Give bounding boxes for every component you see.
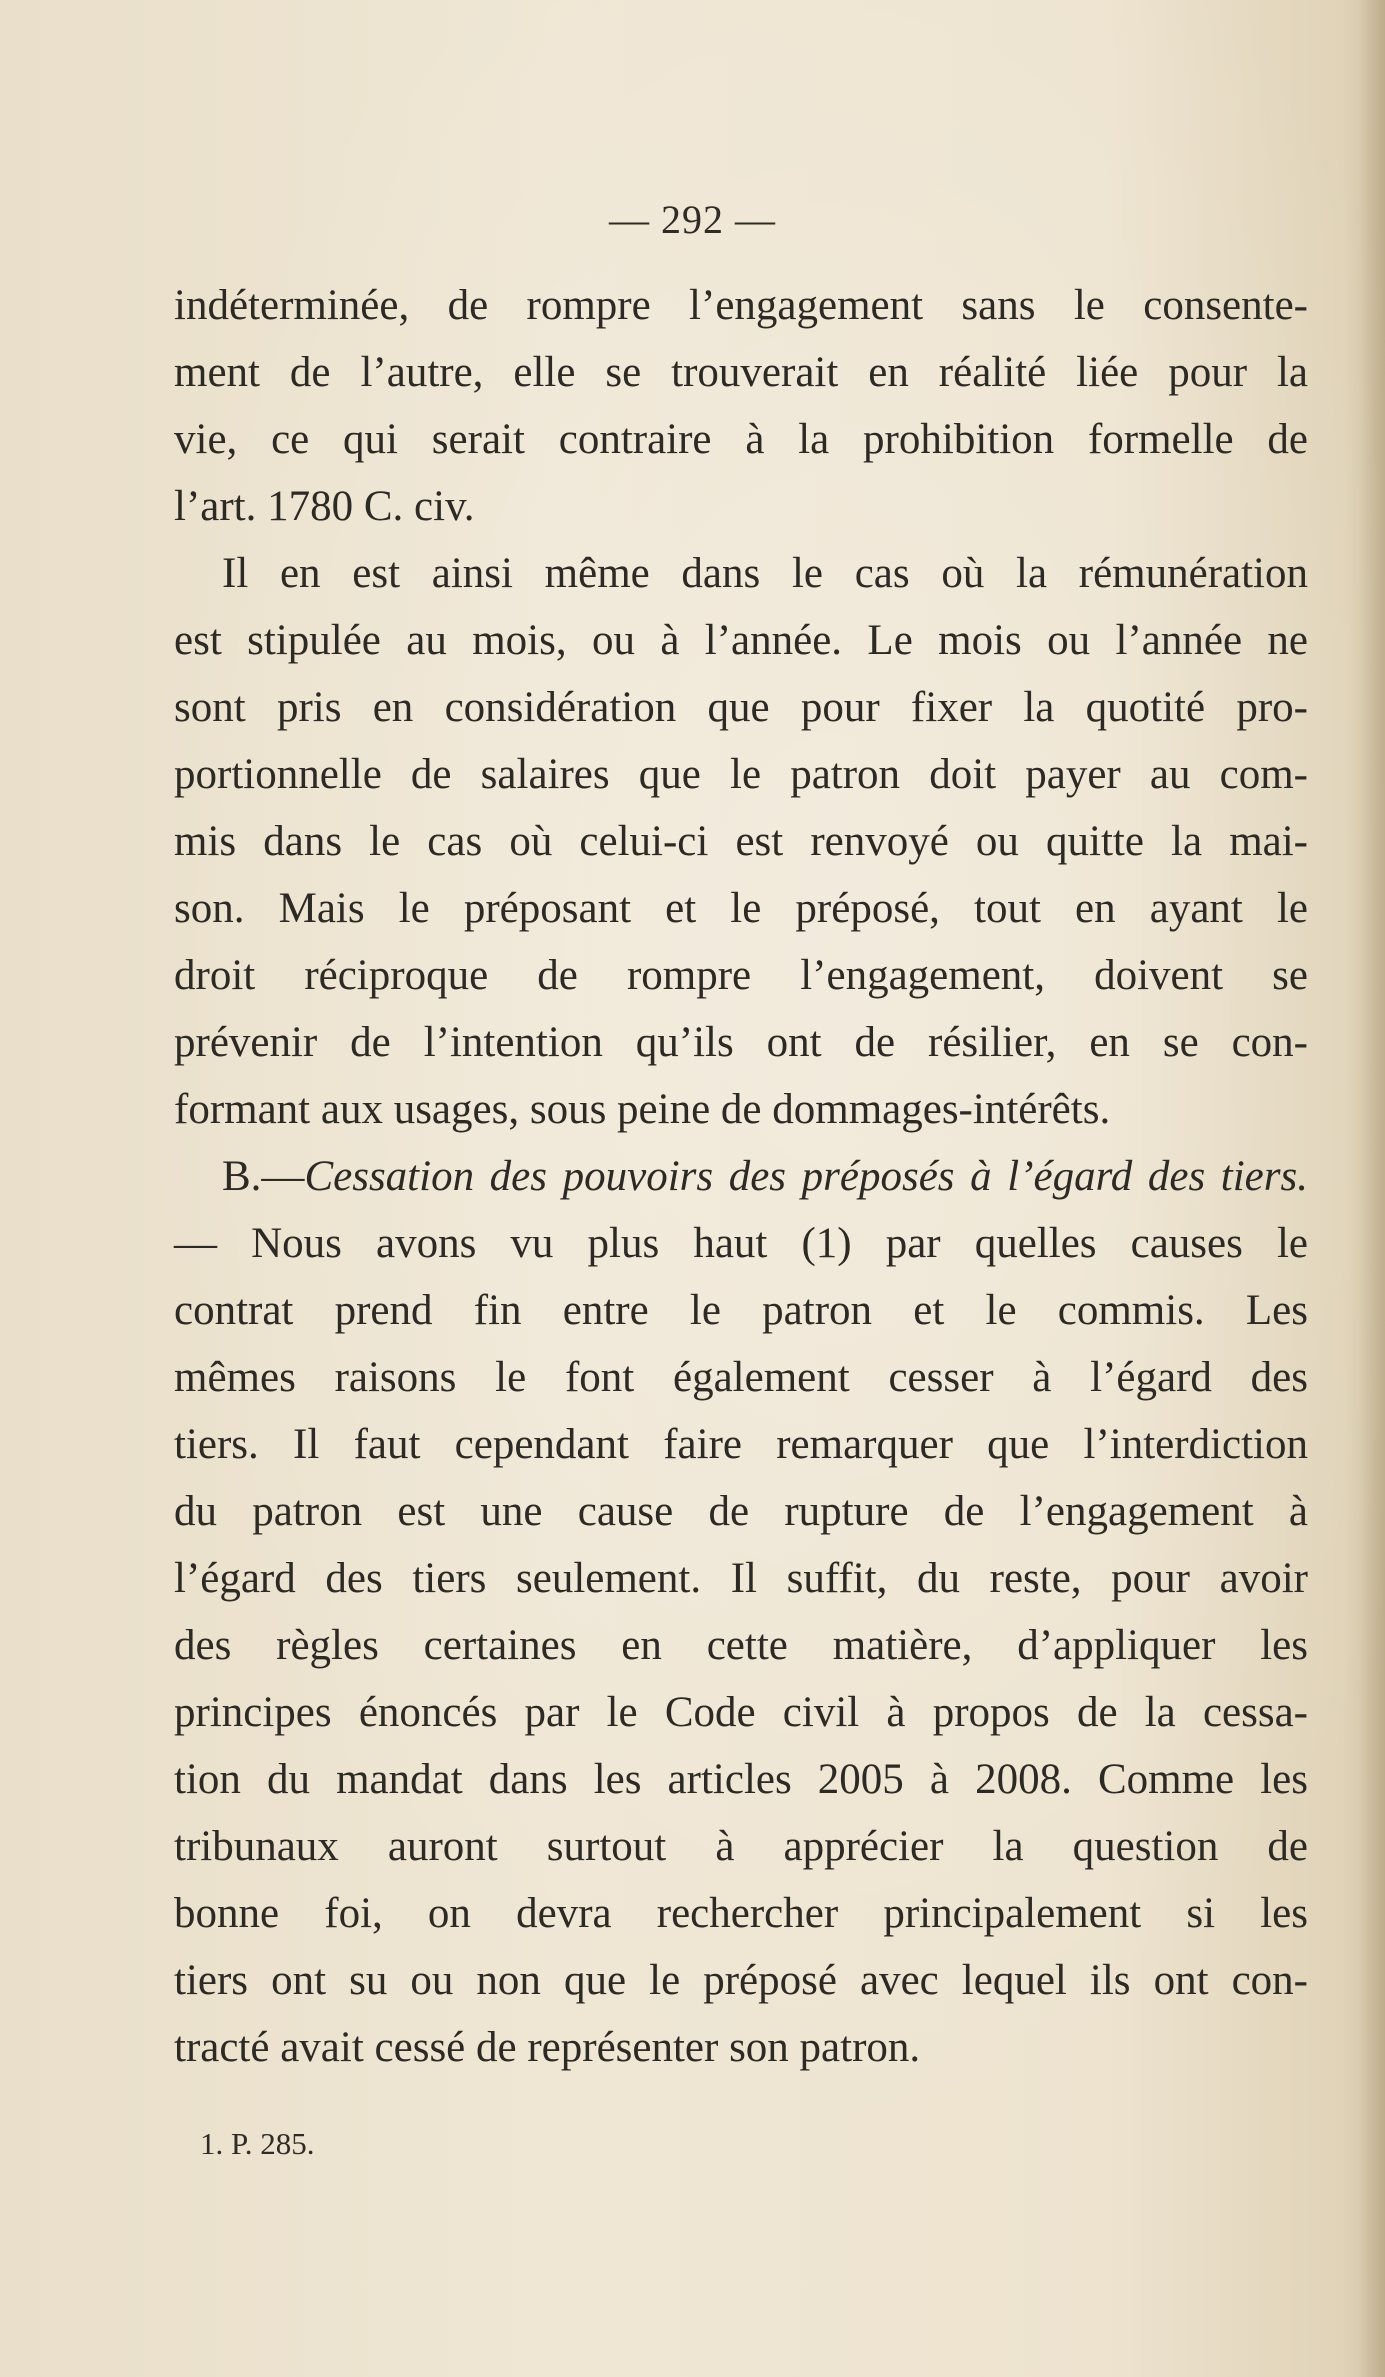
text-line: prévenir de l’intention qu’ils ont de résilier, en se con- — [174, 1019, 1308, 1066]
text-line: tracté avait cessé de représenter son patron. — [174, 2024, 921, 2071]
text-line: droit réciproque de rompre l’engagement, doivent se — [174, 952, 1308, 999]
text-line: — Nous avons vu plus haut (1) par quelles causes le — [174, 1220, 1308, 1267]
text-line: des règles certaines en cette matière, d’appliquer les — [174, 1622, 1308, 1669]
text-line: l’art. 1780 C. civ. — [174, 483, 475, 530]
page-edge-shadow — [1359, 0, 1385, 2377]
section-heading — [174, 1143, 1308, 1210]
section-heading-title: Cessation des pouvoirs des préposés à l’égard des tiers. — [304, 1153, 1308, 1200]
text-line: portionnelle de salaires que le patron doit payer au com- — [174, 751, 1308, 798]
text-line: tion du mandat dans les articles 2005 à 2008. Comme les — [174, 1756, 1308, 1803]
text-line: contrat prend fin entre le patron et le commis. Les — [174, 1287, 1308, 1334]
text-line: sont pris en considération que pour fixer la quotité pro- — [174, 684, 1308, 731]
text-line: Il en est ainsi même dans le cas où la rémunération — [222, 550, 1308, 597]
text-line: son. Mais le préposant et le préposé, tout en ayant le — [174, 885, 1308, 932]
text-line: ment de l’autre, elle se trouverait en réalité liée pour la — [174, 349, 1308, 396]
text-line: mis dans le cas où celui-ci est renvoyé ou quitte la mai- — [174, 818, 1308, 865]
text-line: tribunaux auront surtout à apprécier la question de — [174, 1823, 1308, 1870]
text-line: formant aux usages, sous peine de dommages-intérêts. — [174, 1086, 1111, 1133]
text-line: principes énoncés par le Code civil à propos de la cessa- — [174, 1689, 1308, 1736]
page-number: — 292 — — [609, 197, 776, 242]
text-line: du patron est une cause de rupture de l’engagement à — [174, 1488, 1308, 1535]
text-line: mêmes raisons le font également cesser à l’égard des — [174, 1354, 1308, 1401]
text-line: indéterminée, de rompre l’engagement sans le consente- — [174, 282, 1308, 329]
text-line: tiers. Il faut cependant faire remarquer que l’interdiction — [174, 1421, 1308, 1468]
text-line: l’égard des tiers seulement. Il suffit, du reste, pour avoir — [174, 1555, 1308, 1602]
text-line: est stipulée au mois, ou à l’année. Le mois ou l’année ne — [174, 617, 1308, 664]
body-text — [174, 272, 1308, 2081]
text-line: vie, ce qui serait contraire à la prohibition formelle de — [174, 416, 1308, 463]
section-heading-prefix: B.— — [222, 1153, 305, 1200]
text-line: tiers ont su ou non que le préposé avec lequel ils ont con- — [174, 1957, 1308, 2004]
footnote: 1. P. 285. — [200, 2126, 315, 2161]
text-line: bonne foi, on devra rechercher principalement si les — [174, 1890, 1308, 1937]
